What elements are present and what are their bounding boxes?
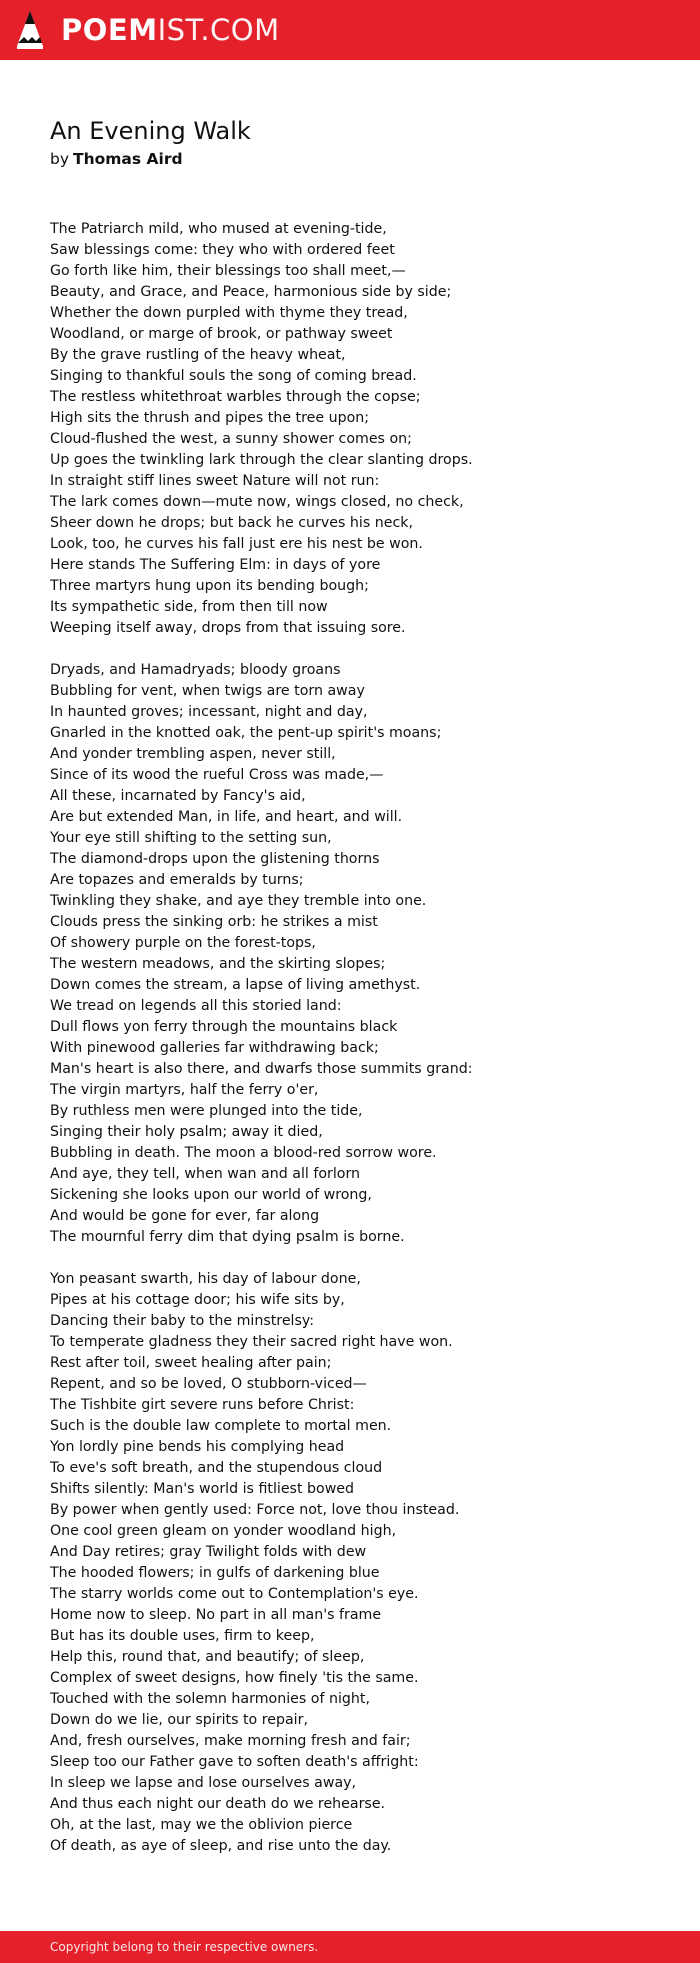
poem-line: And thus each night our death do we rehearse.: [50, 1796, 386, 1812]
poem-line: Yon lordly pine bends his complying head: [50, 1439, 345, 1455]
poem-line: Repent, and so be loved, O stubborn-viced—: [50, 1376, 367, 1392]
logo-text-light: IST.COM: [157, 13, 280, 47]
poem-line: By power when gently used: Force not, love thou instead.: [50, 1502, 460, 1518]
poem-line: Down comes the stream, a lapse of living amethyst.: [50, 977, 421, 993]
poem-line: Beauty, and Grace, and Peace, harmonious side by side;: [50, 284, 452, 300]
logo-text-bold: POEM: [61, 13, 158, 47]
poem-line: The western meadows, and the skirting slopes;: [50, 956, 386, 972]
site-logo-link[interactable]: [16, 10, 280, 50]
poem-line: The hooded flowers; in gulfs of darkening blue: [50, 1565, 380, 1581]
poem-line: Clouds press the sinking orb: he strikes a mist: [50, 914, 378, 930]
poem-line: By the grave rustling of the heavy wheat,: [50, 347, 346, 363]
poem-line: And, fresh ourselves, make morning fresh and fair;: [50, 1733, 411, 1749]
poem-stanza: [50, 1269, 670, 1857]
poem-line: Complex of sweet designs, how finely 'tis the same.: [50, 1670, 419, 1686]
poem-line: We tread on legends all this storied land:: [50, 998, 342, 1014]
poem-title: An Evening Walk: [50, 117, 251, 145]
poem-line: Three martyrs hung upon its bending bough;: [50, 578, 369, 594]
author-name[interactable]: Thomas Aird: [73, 150, 183, 168]
poem-line: The virgin martyrs, half the ferry o'er,: [50, 1082, 319, 1098]
poem-line: Bubbling in death. The moon a blood-red sorrow wore.: [50, 1145, 437, 1161]
poem-line: Saw blessings come: they who with ordered feet: [50, 242, 395, 258]
poem-line: Are but extended Man, in life, and heart, and will.: [50, 809, 403, 825]
poem-line: Oh, at the last, may we the oblivion pierce: [50, 1817, 353, 1833]
poem-line: Dull flows yon ferry through the mountains black: [50, 1019, 398, 1035]
poem-line: In sleep we lapse and lose ourselves away,: [50, 1775, 357, 1791]
poem-line: Twinkling they shake, and aye they tremble into one.: [50, 893, 427, 909]
poem-line: Cloud-flushed the west, a sunny shower comes on;: [50, 431, 412, 447]
poem-line: Are topazes and emeralds by turns;: [50, 872, 304, 888]
by-label: by: [50, 150, 70, 168]
poem-line: One cool green gleam on yonder woodland high,: [50, 1523, 397, 1539]
poem-line: Your eye still shifting to the setting sun,: [50, 830, 332, 846]
poem-line: Of death, as aye of sleep, and rise unto the day.: [50, 1838, 392, 1854]
poem-line: Dancing their baby to the minstrelsy:: [50, 1313, 315, 1329]
poem-line: With pinewood galleries far withdrawing back;: [50, 1040, 379, 1056]
poem-line: The restless whitethroat warbles through the copse;: [50, 389, 421, 405]
poem-line: Whether the down purpled with thyme they tread,: [50, 305, 408, 321]
poem-line: Sickening she looks upon our world of wrong,: [50, 1187, 372, 1203]
poem-line: All these, incarnated by Fancy's aid,: [50, 788, 306, 804]
poem-line: Go forth like him, their blessings too shall meet,—: [50, 263, 406, 279]
poem-line: Help this, round that, and beautify; of sleep,: [50, 1649, 365, 1665]
poem-line: Sleep too our Father gave to soften death's affright:: [50, 1754, 419, 1770]
poem-line: Since of its wood the rueful Cross was made,—: [50, 767, 384, 783]
copyright-text: Copyright belong to their respective owners.: [50, 1940, 319, 1954]
poem-line: Gnarled in the knotted oak, the pent-up spirit's moans;: [50, 725, 442, 741]
poem-line: Weeping itself away, drops from that issuing sore.: [50, 620, 406, 636]
poem-line: The Tishbite girt severe runs before Christ:: [50, 1397, 355, 1413]
poem-line: Rest after toil, sweet healing after pain;: [50, 1355, 332, 1371]
poem-line: And aye, they tell, when wan and all forlorn: [50, 1166, 361, 1182]
poem-line: And yonder trembling aspen, never still,: [50, 746, 336, 762]
poem-header: [50, 116, 670, 169]
poem-line: Touched with the solemn harmonies of night,: [50, 1691, 370, 1707]
poem-line: To eve's soft breath, and the stupendous cloud: [50, 1460, 383, 1476]
poem-line: The Patriarch mild, who mused at evening-tide,: [50, 221, 387, 237]
poem-line: Up goes the twinkling lark through the clear slanting drops.: [50, 452, 473, 468]
poem-line: But has its double uses, firm to keep,: [50, 1628, 315, 1644]
poem-stanza: [50, 219, 670, 639]
poem-line: Its sympathetic side, from then till now: [50, 599, 328, 615]
poem-line: The diamond-drops upon the glistening thorns: [50, 851, 380, 867]
poem-line: Singing to thankful souls the song of coming bread.: [50, 368, 417, 384]
poem-line: Home now to sleep. No part in all man's frame: [50, 1607, 382, 1623]
poem-line: Yon peasant swarth, his day of labour done,: [50, 1271, 361, 1287]
poem-line: The mournful ferry dim that dying psalm is borne.: [50, 1229, 405, 1245]
poem-line: Sheer down he drops; but back he curves his neck,: [50, 515, 413, 531]
poem-line: The starry worlds come out to Contemplation's eye.: [50, 1586, 419, 1602]
site-header: [0, 0, 700, 60]
poem-body: [50, 219, 670, 1878]
site-logo-text: [61, 10, 280, 50]
poem-line: Singing their holy psalm; away it died,: [50, 1124, 323, 1140]
poem-byline: [50, 149, 670, 169]
poem-line: By ruthless men were plunged into the tide,: [50, 1103, 363, 1119]
poem-line: Woodland, or marge of brook, or pathway sweet: [50, 326, 393, 342]
site-footer: [0, 1931, 700, 1963]
poem-line: High sits the thrush and pipes the tree upon;: [50, 410, 370, 426]
poem-line: Such is the double law complete to mortal men.: [50, 1418, 392, 1434]
poem-line: And would be gone for ever, far along: [50, 1208, 320, 1224]
poem-line: And Day retires; gray Twilight folds with dew: [50, 1544, 367, 1560]
poem-line: The lark comes down—mute now, wings closed, no check,: [50, 494, 464, 510]
poem-line: In straight stiff lines sweet Nature will not run:: [50, 473, 380, 489]
poem-line: Of showery purple on the forest-tops,: [50, 935, 316, 951]
poem-stanza: [50, 660, 670, 1248]
poem-line: Here stands The Suffering Elm: in days of yore: [50, 557, 381, 573]
poem-line: Down do we lie, our spirits to repair,: [50, 1712, 308, 1728]
pencil-tip-icon: [16, 10, 44, 50]
poem-line: Look, too, he curves his fall just ere his nest be won.: [50, 536, 423, 552]
poem-line: To temperate gladness they their sacred right have won.: [50, 1334, 453, 1350]
poem-line: Man's heart is also there, and dwarfs those summits grand:: [50, 1061, 473, 1077]
poem-line: Shifts silently: Man's world is fitliest bowed: [50, 1481, 355, 1497]
poem-line: Bubbling for vent, when twigs are torn away: [50, 683, 365, 699]
poem-line: Dryads, and Hamadryads; bloody groans: [50, 662, 341, 678]
poem-line: Pipes at his cottage door; his wife sits by,: [50, 1292, 345, 1308]
poem-line: In haunted groves; incessant, night and day,: [50, 704, 368, 720]
